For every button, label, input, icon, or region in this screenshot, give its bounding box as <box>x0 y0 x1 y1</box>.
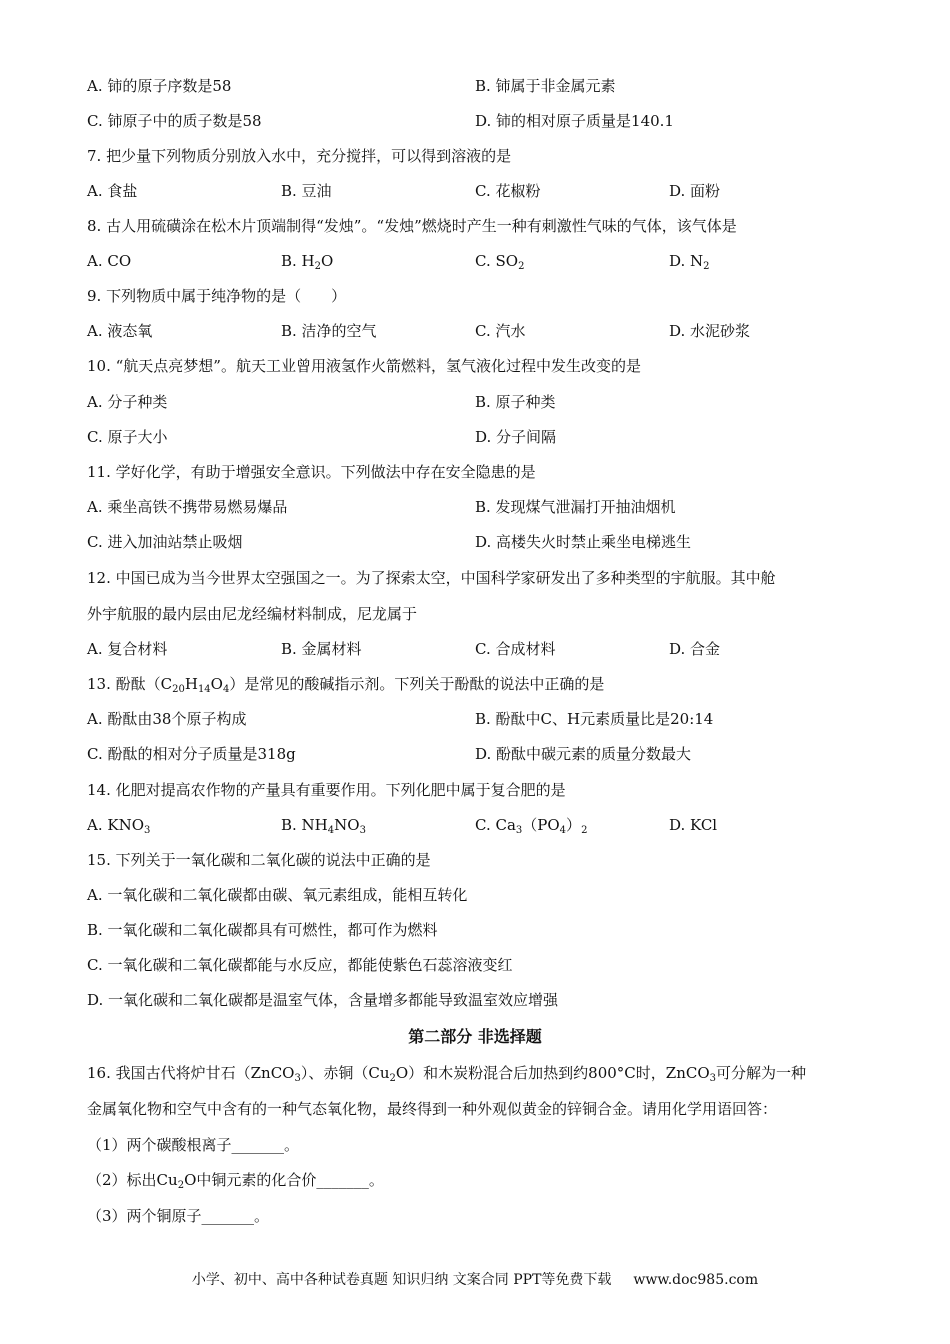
q11-option-d: D. 高楼失火时禁止乘坐电梯逃生 <box>475 533 692 551</box>
q14-option-b: B. $NH_4NO_3$ <box>281 816 366 836</box>
q13-option-b: B. 酚酞中C、H元素质量比是20:14 <box>475 710 714 728</box>
q8-option-a: A. CO <box>87 252 132 270</box>
q14-option-d: D. KCl <box>669 816 718 834</box>
q8-option-d: D. $N_2$ <box>669 252 710 272</box>
q12-stem-line2: 外宇航服的最内层由尼龙经编材料制成，尼龙属于 <box>87 605 418 623</box>
q12-stem-line1: 12. 中国已成为当今世界太空强国之一。为了探索太空，中国科学家研发出了多种类型的宇航服。其中舱 <box>87 569 776 587</box>
q12-option-d: D. 合金 <box>669 640 721 658</box>
q13-option-d: D. 酚酞中碳元素的质量分数最大 <box>475 745 692 763</box>
q15-option-c: C. 一氧化碳和二氧化碳都能与水反应，都能使紫色石蕊溶液变红 <box>87 956 513 974</box>
q9-stem: 9. 下列物质中属于纯净物的是（ ） <box>87 287 347 305</box>
q7-option-a: A. 食盐 <box>87 182 138 200</box>
q16-part2: （2）标出$Cu_2O$中铜元素的化合价_______。 <box>87 1171 384 1191</box>
q13-option-c: C. 酚酞的相对分子质量是318g <box>87 745 296 763</box>
q7-option-d: D. 面粉 <box>669 182 721 200</box>
q13-stem: 13. 酚酞$(C_{20}H_{14}O_4)$是常见的酸碱指示剂。下列关于酚酞的说法中正确的是 <box>87 675 605 695</box>
q11-stem: 11. 学好化学，有助于增强安全意识。下列做法中存在安全隐患的是 <box>87 463 536 481</box>
q10-option-b: B. 原子种类 <box>475 393 556 411</box>
q12-option-c: C. 合成材料 <box>475 640 556 658</box>
q14-stem: 14. 化肥对提高农作物的产量具有重要作用。下列化肥中属于复合肥的是 <box>87 781 566 799</box>
page-footer <box>0 1270 950 1290</box>
q11-option-b: B. 发现煤气泄漏打开抽油烟机 <box>475 498 676 516</box>
q10-option-a: A. 分子种类 <box>87 393 168 411</box>
q8-option-c: C. $SO_2$ <box>475 252 525 272</box>
q7-option-b: B. 豆油 <box>281 182 332 200</box>
q15-option-b: B. 一氧化碳和二氧化碳都具有可燃性，都可作为燃料 <box>87 921 438 939</box>
q16-stem-line1: 16. 我国古代将炉甘石（ZnCO$_3$）、赤铜$(Cu_2O)$和木炭粉混合后加热到约800°C时，ZnCO$_3$可分解为一种 <box>87 1064 807 1084</box>
q12-option-b: B. 金属材料 <box>281 640 362 658</box>
q7-stem: 7. 把少量下列物质分别放入水中，充分搅拌，可以得到溶液的是 <box>87 147 512 165</box>
q15-stem: 15. 下列关于一氧化碳和二氧化碳的说法中正确的是 <box>87 851 431 869</box>
q9-option-b: B. 洁净的空气 <box>281 322 377 340</box>
q8-option-b: B. $H_2O$ <box>281 252 334 272</box>
q10-option-c: C. 原子大小 <box>87 428 168 446</box>
q9-option-a: A. 液态氧 <box>87 322 153 340</box>
footer-text: 小学、初中、高中各种试卷真题 知识归纳 文案合同 PPT等免费下载 <box>191 1272 612 1288</box>
q16-part3: （3）两个铜原子_______。 <box>87 1207 270 1225</box>
q6-option-c: C. 铈原子中的质子数是58 <box>87 112 262 130</box>
q12-option-a: A. 复合材料 <box>87 640 168 658</box>
q6-option-b: B. 铈属于非金属元素 <box>475 77 616 95</box>
q9-option-d: D. 水泥砂浆 <box>669 322 751 340</box>
q15-option-d: D. 一氧化碳和二氧化碳都是温室气体，含量增多都能导致温室效应增强 <box>87 991 559 1009</box>
q14-option-a: A. $KNO_3$ <box>87 816 151 836</box>
section-title: 第二部分 非选择题 <box>408 1027 542 1046</box>
q13-option-a: A. 酚酞由38个原子构成 <box>87 710 247 728</box>
q14-option-c: C. $Ca_3(PO_4)_2$ <box>475 816 588 836</box>
q16-stem-line2: 金属氧化物和空气中含有的一种气态氧化物，最终得到一种外观似黄金的锌铜合金。请用化学用语回答： <box>87 1100 778 1118</box>
q10-stem: 10. “航天点亮梦想”。航天工业曾用液氢作火箭燃料，氢气液化过程中发生改变的是 <box>87 357 641 375</box>
q11-option-c: C. 进入加油站禁止吸烟 <box>87 533 243 551</box>
q8-stem: 8. 古人用硫磺涂在松木片顶端制得“发烛”。“发烛”燃烧时产生一种有刺激性气味的气体，该气体是 <box>87 217 737 235</box>
q9-option-c: C. 汽水 <box>475 322 526 340</box>
q10-option-d: D. 分子间隔 <box>475 428 557 446</box>
q6-option-a: A. 铈的原子序数是58 <box>87 77 232 95</box>
q7-option-c: C. 花椒粉 <box>475 182 541 200</box>
footer-url[interactable]: www.doc985.com <box>633 1272 759 1288</box>
q16-part1: （1）两个碳酸根离子_______。 <box>87 1136 300 1154</box>
q15-option-a: A. 一氧化碳和二氧化碳都由碳、氧元素组成，能相互转化 <box>87 886 468 904</box>
q11-option-a: A. 乘坐高铁不携带易燃易爆品 <box>87 498 288 516</box>
q6-option-d: D. 铈的相对原子质量是140.1 <box>475 112 674 130</box>
